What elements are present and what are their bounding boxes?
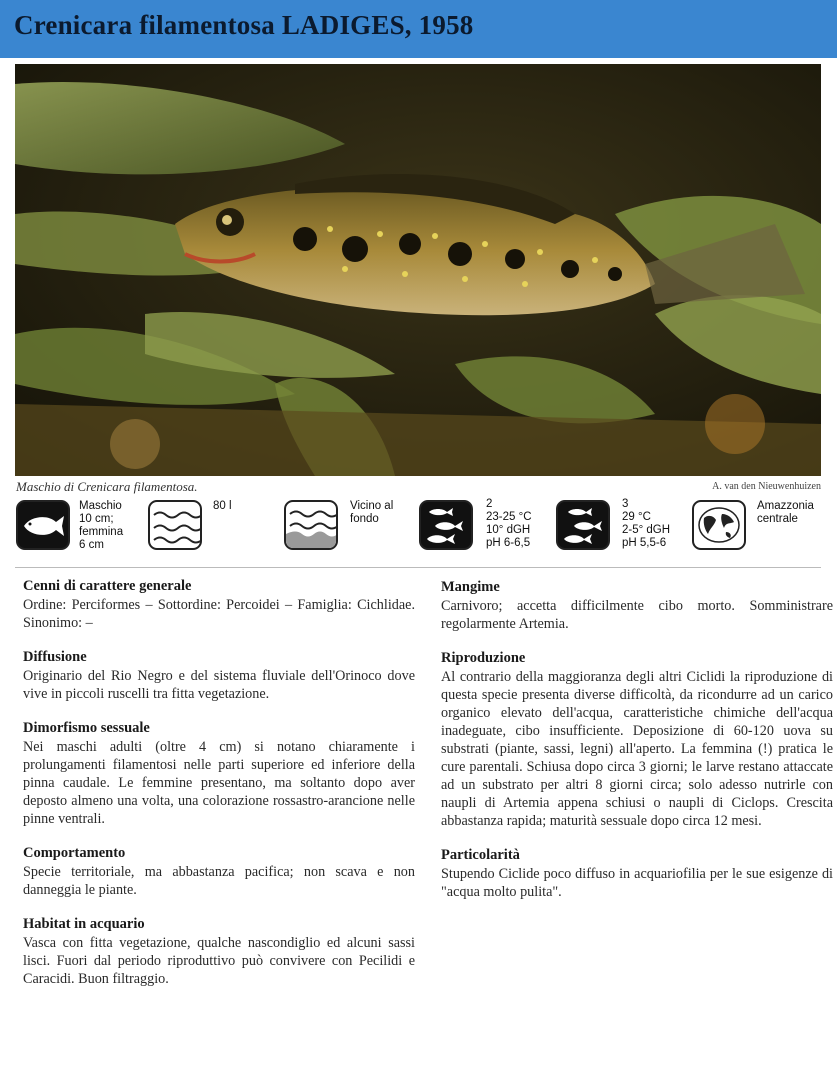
section-text: Originario del Rio Negro e del sistema fluviale dell'Orinoco dove vive in piccoli ruscelli tra fitta vegetazione.	[23, 668, 415, 702]
globe-label: Amazzonia centrale	[757, 500, 814, 525]
section-title: Particolarità	[441, 847, 520, 863]
swimming-zone-icon	[284, 500, 338, 550]
section-title: Riproduzione	[441, 650, 526, 666]
section-title: Cenni di carattere generale	[23, 578, 192, 594]
section-text: Nei maschi adulti (oltre 4 cm) si notano chiaramente i prolungamenti filamentosi nelle parti superiore ed inferiore della pinna caudale. Le femmine presentano, ma soltanto dopo aver deposto almeno una volta, una colorazione rossastro-arancione nelle pinne ventrali.	[23, 739, 415, 827]
section-text: Al contrario della maggioranza degli altri Ciclidi la riproduzione di questa specie presenta diverse difficoltà, da ricondurre ad un carico organico elevato dell'acqua, caratteristiche chimiche dell'acqua inadeguate, cibo insufficiente. Deposizione di 60-120 uova su substrati (piante, sassi, legni) all'aperto. La femmina (!) pratica le cure parentali. Schiusa dopo circa 3 giorni; le larve restano attaccate ad un substrato per altri 8 giorni circa; solo adesso nutrirle con naupli di Artemia appena schiusi o naupli di Ciclops. Crescita abbastanza rapida; maturità sessuale dopo circa 12 mesi.	[441, 669, 833, 829]
right-column	[441, 579, 833, 918]
page-title: Crenicara filamentosa LADIGES, 1958	[14, 10, 474, 40]
section-text: Ordine: Perciformes – Sottordine: Percoidei – Famiglia: Cichlidae. Sinonimo: –	[23, 597, 415, 631]
section-text: Specie territoriale, ma abbastanza pacifica; non scava e non danneggia le piante.	[23, 864, 415, 898]
section-title: Diffusione	[23, 649, 87, 665]
title-bar	[0, 0, 837, 58]
section-text: Vasca con fitta vegetazione, qualche nascondiglio ed alcuni sassi lisci. Fuori dal periodo riproduttivo può convivere con Pecilidi e Caracidi. Buon filtraggio.	[23, 935, 415, 987]
fish-photo	[15, 64, 821, 476]
section-title: Habitat in acquario	[23, 916, 145, 932]
breeding-water-label: 3 29 °C 2-5° dGH pH 5,5-6	[622, 498, 671, 549]
photo-credit: A. van den Nieuwenhuizen	[712, 481, 821, 492]
breeding-water-icon	[556, 500, 610, 550]
section-dimorphism	[23, 720, 415, 828]
section-general	[23, 578, 415, 632]
left-column	[23, 578, 415, 1005]
section-title: Dimorfismo sessuale	[23, 720, 150, 736]
globe-icon	[692, 500, 746, 550]
section-distribution	[23, 649, 415, 703]
water-parameters-label: 2 23-25 °C 10° dGH pH 6-6,5	[486, 498, 532, 549]
section-habitat	[23, 916, 415, 988]
divider	[15, 567, 821, 568]
section-food	[441, 579, 833, 633]
fish-size-icon	[16, 500, 70, 550]
fish-size-label: Maschio 10 cm; femmina 6 cm	[79, 500, 124, 551]
aquarium-volume-icon	[148, 500, 202, 550]
section-title: Mangime	[441, 579, 500, 595]
section-title: Comportamento	[23, 845, 126, 861]
swimming-zone-label: Vicino al fondo	[350, 500, 394, 525]
section-text: Stupendo Ciclide poco diffuso in acquariofilia per le sue esigenze di "acqua molto pulita".	[441, 866, 833, 900]
section-behavior	[23, 845, 415, 899]
section-reproduction	[441, 650, 833, 830]
photo-caption: Maschio di Crenicara filamentosa.	[16, 479, 198, 494]
water-parameters-icon	[419, 500, 473, 550]
section-features	[441, 847, 833, 901]
aquarium-volume-label: 80 l	[213, 500, 232, 512]
section-text: Carnivoro; accetta difficilmente cibo morto. Somministrare regolarmente Artemia.	[441, 598, 833, 632]
